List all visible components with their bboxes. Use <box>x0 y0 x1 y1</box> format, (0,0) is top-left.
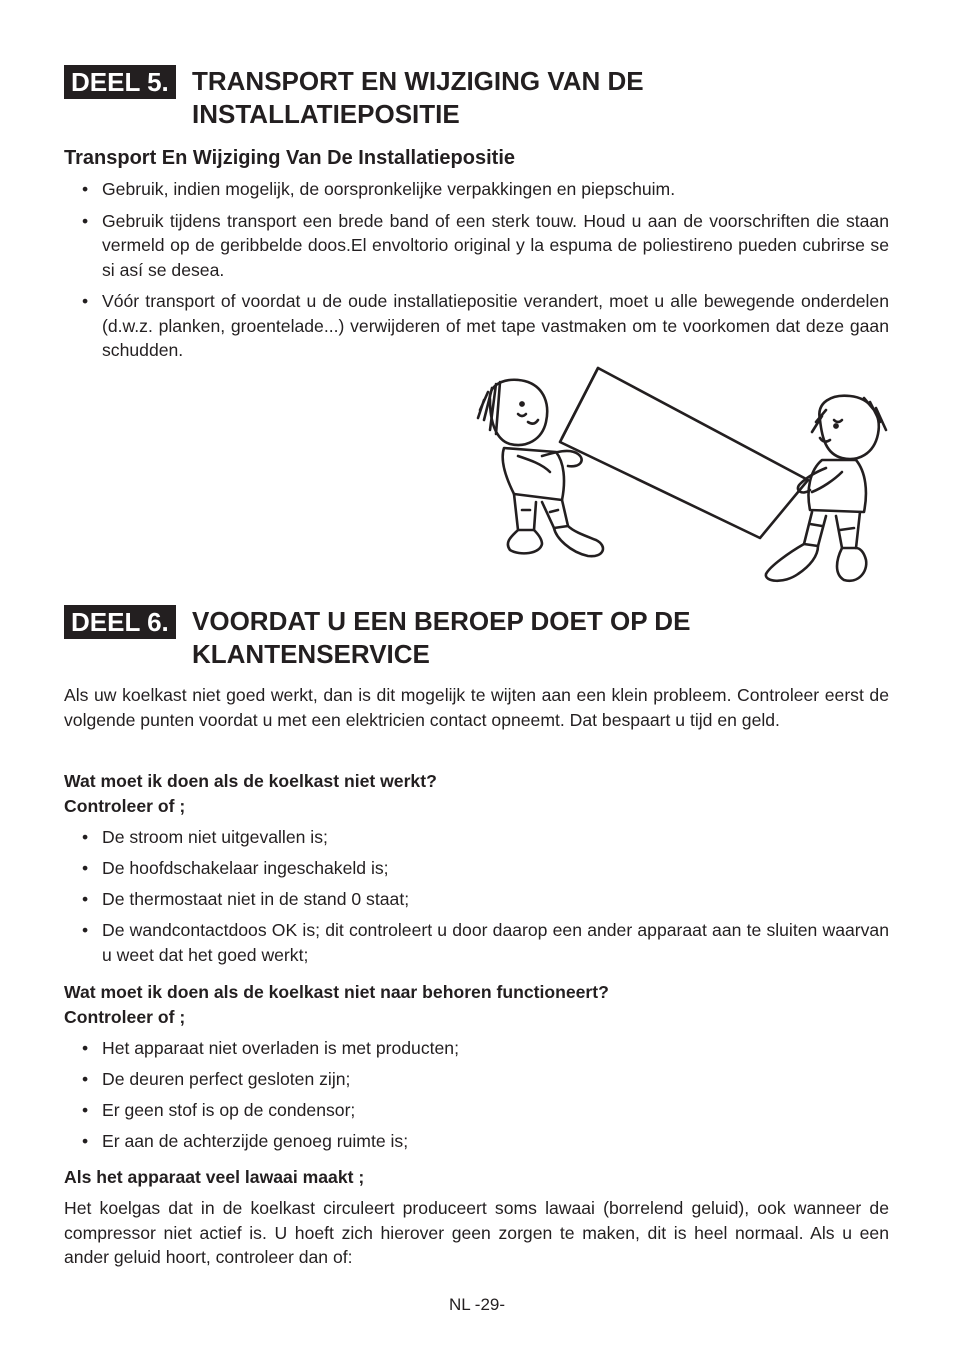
list-item: • Gebruik tijdens transport een brede band of een sterk touw. Houd u aan de voorschriften die staan vermeld op de geribbelde doos.El envoltorio original y la espuma de poliestireno pueden cubrirse se si así se desea. <box>64 209 889 283</box>
question-1: Wat moet ik doen als de koelkast niet werkt? <box>64 771 437 791</box>
question-2-bullet-list <box>64 1036 889 1154</box>
list-item: • Het apparaat niet overladen is met producten; <box>64 1036 889 1061</box>
section6-title-line2: KLANTENSERVICE <box>192 639 430 669</box>
question-3-text: Het koelgas dat in de koelkast circuleert produceert soms lawaai (borrelend geluid), ook wanneer de compressor niet actief is. U hoeft zich hierover geen zorgen te maken, dit is heel normaal. Als u een ander geluid hoort, controleer dan of: <box>64 1198 889 1267</box>
section5-title <box>192 65 644 131</box>
question-1-bullet-list <box>64 825 889 967</box>
section6-title-line1: VOORDAT U EEN BEROEP DOET OP DE <box>192 606 691 636</box>
list-item: • De stroom niet uitgevallen is; <box>64 825 889 850</box>
section6-badge: DEEL 6. <box>64 605 176 639</box>
list-item: • Gebruik, indien mogelijk, de oorspronkelijke verpakkingen en piepschuim. <box>64 177 889 202</box>
list-item: • Er geen stof is op de condensor; <box>64 1098 889 1123</box>
question-2-check: Controleer of ; <box>64 1007 186 1027</box>
question-2: Wat moet ik doen als de koelkast niet naar behoren functioneert? <box>64 982 609 1002</box>
section5-title-line2: INSTALLATIEPOSITIE <box>192 99 460 129</box>
section5-title-line1: TRANSPORT EN WIJZIGING VAN DE <box>192 66 644 96</box>
section6-title <box>192 605 690 671</box>
list-item: • De wandcontactdoos OK is; dit controleert u door daarop een ander apparaat aan te sluiten waarvan u weet dat het goed werkt; <box>64 918 889 967</box>
section6-intro: Als uw koelkast niet goed werkt, dan is dit mogelijk te wijten aan een klein probleem. Controleer eerst de volgende punten voordat u met een elektricien contact opneemt. Dat bespaart u tijd en geld. <box>64 685 889 730</box>
section5-bullet-list <box>64 177 889 363</box>
question-1-check: Controleer of ; <box>64 796 186 816</box>
page-number: NL -29- <box>448 1295 506 1314</box>
two-kids-carrying-fridge-illustration <box>470 360 895 590</box>
list-item: • De deuren perfect gesloten zijn; <box>64 1067 889 1092</box>
list-item: • Vóór transport of voordat u de oude installatiepositie verandert, moet u alle bewegende onderdelen (d.w.z. planken, groentelade...) verwijderen of met tape vastmaken om te voorkomen dat deze gaan schudden. <box>64 289 889 363</box>
list-item: • De hoofdschakelaar ingeschakeld is; <box>64 856 889 881</box>
question-3: Als het apparaat veel lawaai maakt ; <box>64 1167 365 1187</box>
section5-badge: DEEL 5. <box>64 65 176 99</box>
section5-subheading: Transport En Wijziging Van De Installatiepositie <box>64 147 516 169</box>
list-item: • De thermostaat niet in de stand 0 staat; <box>64 887 889 912</box>
list-item: • Er aan de achterzijde genoeg ruimte is; <box>64 1129 889 1154</box>
